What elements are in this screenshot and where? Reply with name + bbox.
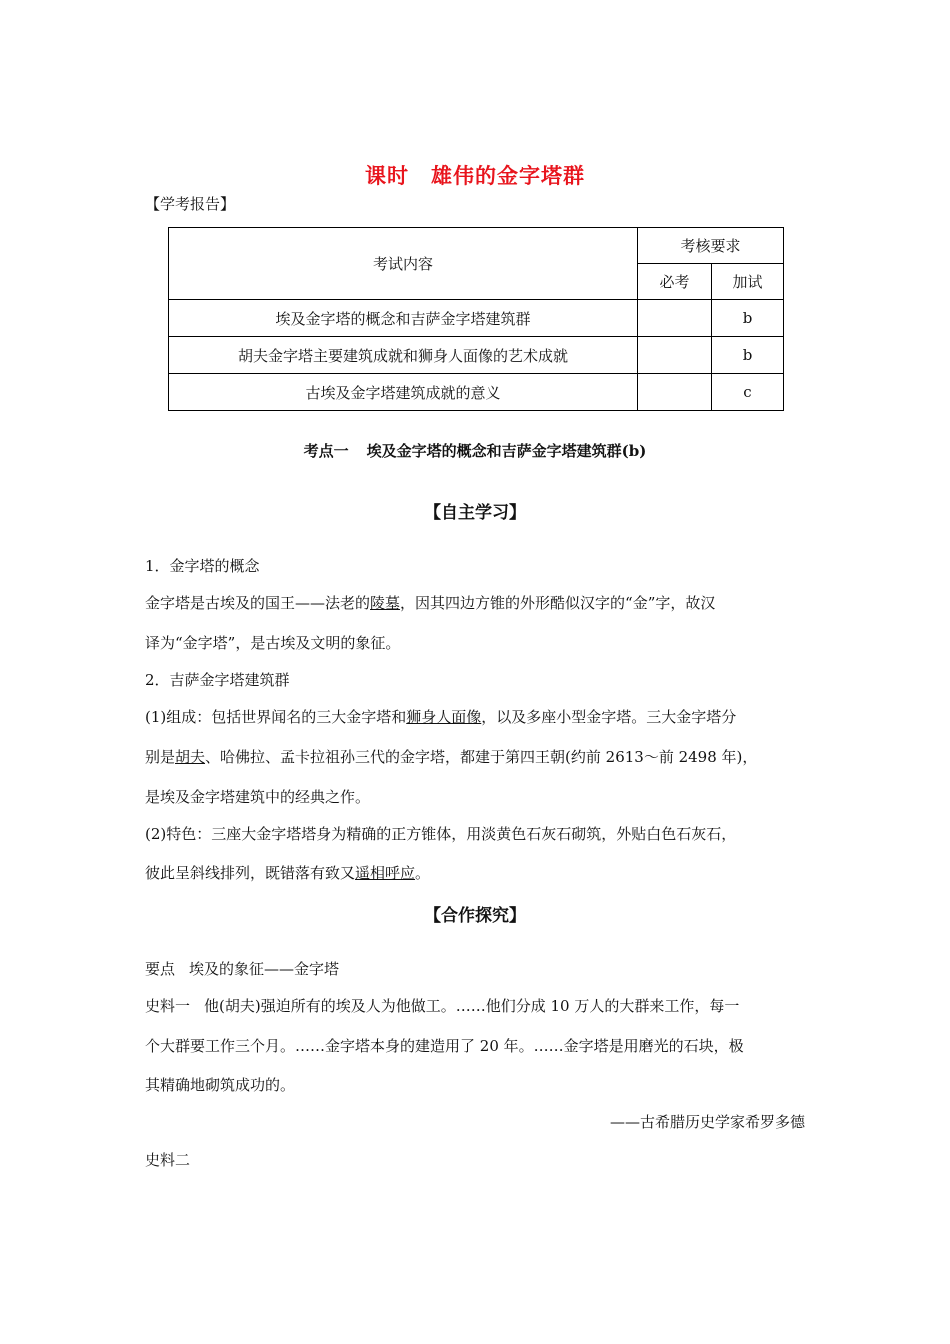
table-row <box>169 337 784 374</box>
item2-p2-line2 <box>145 862 815 883</box>
lesson-title <box>0 160 950 190</box>
key-point-line <box>145 958 815 979</box>
item2-p1-line3: 是埃及金字塔建筑中的经典之作。 <box>145 788 371 806</box>
header-requirement: 考核要求 <box>638 228 784 264</box>
text-span: 、哈佛拉、孟卡拉祖孙三代的金字塔，都建于第四王朝(约前 2613～前 2498 年)， <box>205 748 758 766</box>
source1-line1 <box>145 995 815 1016</box>
lesson-title-prefix: 课时 <box>365 164 409 188</box>
cooperation-heading: 【合作探究】 <box>424 906 526 926</box>
item1-title: 1．金字塔的概念 <box>145 557 260 575</box>
source1-label: 史料一 <box>145 997 191 1015</box>
underlined-term: 陵墓 <box>370 594 401 612</box>
exam-requirements-table <box>168 227 784 411</box>
header-extra: 加试 <box>712 264 784 300</box>
text-span: (1)组成：包括世界闻名的三大金字塔和 <box>145 708 407 726</box>
self-study-heading: 【自主学习】 <box>424 503 526 523</box>
item2-p1-line2 <box>145 746 815 767</box>
row-required <box>638 337 712 374</box>
text-span: ，因其四边方锥的外形酷似汉字的“金”字，故汉 <box>400 594 716 612</box>
table-row <box>169 374 784 411</box>
header-content: 考试内容 <box>169 228 638 300</box>
exam-point-title <box>0 440 950 461</box>
text-span: ，以及多座小型金字塔。三大金字塔分 <box>481 708 737 726</box>
header-required: 必考 <box>638 264 712 300</box>
row-content: 埃及金字塔的概念和吉萨金字塔建筑群 <box>169 300 638 337</box>
item2-title: 2．吉萨金字塔建筑群 <box>145 671 290 689</box>
underlined-term: 遥相呼应 <box>355 864 416 882</box>
exam-point-text: 埃及金字塔的概念和吉萨金字塔建筑群(b) <box>366 442 647 460</box>
row-required <box>638 300 712 337</box>
report-label: 【学考报告】 <box>145 195 236 213</box>
row-content: 胡夫金字塔主要建筑成就和狮身人面像的艺术成就 <box>169 337 638 374</box>
item1-line1 <box>145 592 815 613</box>
key-point-label: 要点 <box>145 960 176 978</box>
source1-line2: 个大群要工作三个月。……金字塔本身的建造用了 20 年。……金字塔是用磨光的石块，极 <box>145 1037 744 1055</box>
lesson-title-text: 雄伟的金字塔群 <box>431 164 585 188</box>
item1-line2: 译为“金字塔”，是古埃及文明的象征。 <box>145 634 401 652</box>
table-row <box>169 300 784 337</box>
underlined-term: 狮身人面像 <box>406 708 482 726</box>
item2-p2-line1: (2)特色：三座大金字塔塔身为精确的正方锥体，用淡黄色石灰石砌筑，外贴白色石灰石， <box>145 825 737 843</box>
row-extra: c <box>712 374 784 411</box>
row-required <box>638 374 712 411</box>
source1-line3: 其精确地砌筑成功的。 <box>145 1076 296 1094</box>
text-span: 。 <box>415 864 431 882</box>
source1-attribution: ——古希腊历史学家希罗多德 <box>609 1113 805 1131</box>
key-point-text: 埃及的象征——金字塔 <box>189 960 340 978</box>
underlined-term: 胡夫 <box>175 748 206 766</box>
item2-p1-line1 <box>145 706 815 727</box>
exam-point-label: 考点一 <box>303 442 349 460</box>
text-span: 金字塔是古埃及的国王——法老的 <box>145 594 371 612</box>
row-content: 古埃及金字塔建筑成就的意义 <box>169 374 638 411</box>
text-span: 别是 <box>145 748 176 766</box>
row-extra: b <box>712 300 784 337</box>
source2-label: 史料二 <box>145 1151 191 1169</box>
text-span: 他(胡夫)强迫所有的埃及人为他做工。……他们分成 10 万人的大群来工作，每一 <box>204 997 740 1015</box>
row-extra: b <box>712 337 784 374</box>
text-span: 彼此呈斜线排列，既错落有致又 <box>145 864 356 882</box>
